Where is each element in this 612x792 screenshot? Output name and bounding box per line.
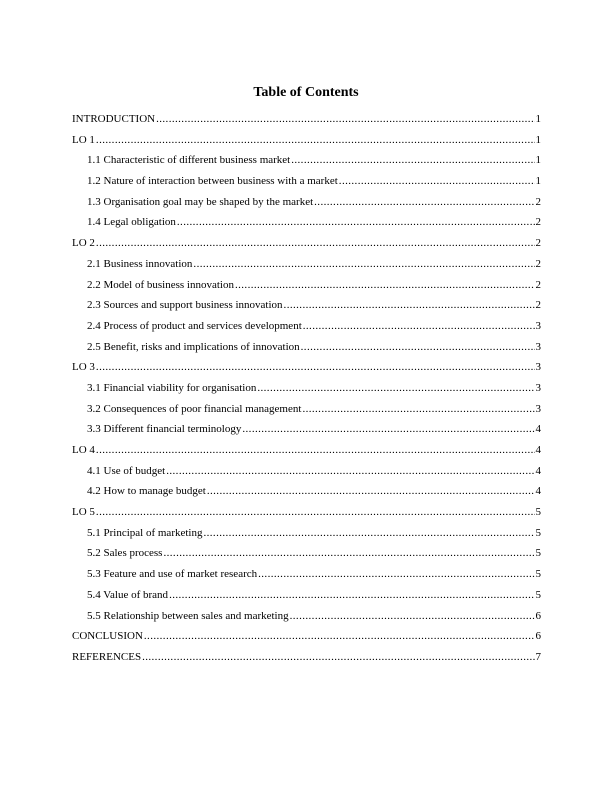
- toc-entry[interactable]: [72, 298, 541, 319]
- toc-dot-leader: [235, 278, 535, 292]
- toc-entry-label: 5.5 Relationship between sales and marketing: [87, 609, 289, 622]
- toc-dot-leader: [96, 236, 535, 250]
- toc-dot-leader: [193, 257, 534, 271]
- toc-dot-leader: [301, 340, 535, 354]
- toc-dot-leader: [163, 546, 534, 560]
- toc-entry-label: CONCLUSION: [72, 630, 143, 643]
- toc-dot-leader: [207, 484, 535, 498]
- toc-entry-label: 5.4 Value of brand: [87, 588, 169, 601]
- toc-entry[interactable]: [72, 112, 541, 133]
- toc-entry-label: 5.3 Feature and use of market research: [87, 568, 258, 581]
- toc-dot-leader: [314, 195, 534, 209]
- toc-entry-page-number: 3: [535, 361, 541, 374]
- toc-entry[interactable]: [72, 340, 541, 361]
- toc-entry-label: 2.2 Model of business innovation: [87, 278, 234, 291]
- toc-entry-page-number: 2: [535, 216, 541, 229]
- toc-entry-label: REFERENCES: [72, 650, 142, 663]
- toc-entry-label: 1.3 Organisation goal may be shaped by the market: [87, 195, 314, 208]
- toc-entry[interactable]: [72, 381, 541, 402]
- toc-dot-leader: [177, 215, 535, 229]
- toc-entry[interactable]: [72, 360, 541, 381]
- toc-entry[interactable]: [72, 464, 541, 485]
- toc-dot-leader: [291, 153, 534, 167]
- toc-entry-page-number: 1: [535, 133, 541, 146]
- toc-entry[interactable]: [72, 174, 541, 195]
- toc-dot-leader: [169, 588, 534, 602]
- toc-entry-page-number: 6: [535, 609, 541, 622]
- toc-entry-page-number: 2: [535, 278, 541, 291]
- toc-entry-page-number: 4: [535, 423, 541, 436]
- toc-entry-page-number: 4: [535, 444, 541, 456]
- toc-entry[interactable]: [72, 278, 541, 299]
- toc-entry-page-number: 3: [535, 402, 541, 415]
- toc-entry-label: 1.4 Legal obligation: [87, 216, 176, 229]
- toc-entry-page-number: 5: [535, 588, 541, 601]
- toc-entry-label: 5.1 Principal of marketing: [87, 526, 203, 539]
- toc-dot-leader: [96, 443, 535, 457]
- toc-entry[interactable]: [72, 505, 541, 526]
- toc-dot-leader: [166, 464, 534, 478]
- toc-entry-label: 3.3 Different financial terminology: [87, 423, 242, 436]
- toc-dot-leader: [203, 526, 534, 540]
- toc-entry-page-number: 1: [535, 113, 541, 125]
- toc-entry-label: 3.1 Financial viability for organisation: [87, 381, 257, 394]
- toc-entry[interactable]: [72, 588, 541, 609]
- toc-entry[interactable]: [72, 319, 541, 340]
- toc-entry-label: 2.4 Process of product and services development: [87, 319, 302, 332]
- toc-entry-page-number: 5: [535, 568, 541, 581]
- toc-dot-leader: [96, 505, 535, 519]
- toc-entry[interactable]: [72, 443, 541, 464]
- toc-title: Table of Contents: [253, 85, 359, 100]
- toc-entry-page-number: 5: [535, 526, 541, 539]
- toc-entry[interactable]: [72, 215, 541, 236]
- toc-entry-label: LO 1: [72, 133, 95, 146]
- toc-entry[interactable]: [72, 402, 541, 423]
- toc-entry-label: 2.5 Benefit, risks and implications of innovation: [87, 340, 300, 353]
- toc-entry-page-number: 4: [535, 464, 541, 477]
- toc-dot-leader: [302, 402, 534, 416]
- toc-entry[interactable]: [72, 484, 541, 505]
- toc-entry[interactable]: [72, 650, 541, 671]
- toc-dot-leader: [142, 650, 534, 664]
- toc-entry[interactable]: [72, 629, 541, 650]
- toc-entry-label: 2.3 Sources and support business innovation: [87, 299, 283, 312]
- toc-dot-leader: [290, 609, 535, 623]
- toc-dot-leader: [96, 360, 535, 374]
- toc-entry-label: LO 4: [72, 444, 95, 456]
- toc-entry-page-number: 2: [535, 195, 541, 208]
- toc-entry-page-number: 5: [535, 506, 541, 519]
- toc-entry-label: LO 2: [72, 237, 95, 250]
- toc-entry-page-number: 3: [535, 381, 541, 394]
- toc-dot-leader: [96, 133, 535, 147]
- toc-list: [72, 112, 541, 671]
- toc-entry-label: INTRODUCTION: [72, 113, 156, 125]
- toc-entry[interactable]: [72, 257, 541, 278]
- toc-entry-label: 3.2 Consequences of poor financial management: [87, 402, 302, 415]
- toc-entry-page-number: 2: [535, 237, 541, 250]
- toc-entry-label: 4.2 How to manage budget: [87, 485, 206, 498]
- toc-entry-page-number: 3: [535, 340, 541, 353]
- toc-entry-label: 1.1 Characteristic of different business market: [87, 154, 291, 167]
- toc-dot-leader: [144, 629, 535, 643]
- toc-entry-label: 2.1 Business innovation: [87, 257, 193, 270]
- toc-entry-page-number: 5: [535, 547, 541, 560]
- toc-dot-leader: [257, 381, 534, 395]
- toc-entry[interactable]: [72, 153, 541, 174]
- toc-entry-label: 5.2 Sales process: [87, 547, 163, 560]
- toc-entry-page-number: 3: [535, 319, 541, 332]
- toc-entry-page-number: 1: [535, 154, 541, 167]
- toc-dot-leader: [258, 567, 534, 581]
- toc-entry[interactable]: [72, 526, 541, 547]
- toc-entry-page-number: 2: [535, 257, 541, 270]
- toc-entry[interactable]: [72, 567, 541, 588]
- toc-entry-label: LO 5: [72, 506, 95, 519]
- toc-dot-leader: [284, 298, 535, 312]
- toc-entry[interactable]: [72, 195, 541, 216]
- toc-dot-leader: [156, 112, 534, 126]
- toc-entry-page-number: 7: [535, 650, 541, 663]
- toc-entry-label: 1.2 Nature of interaction between business with a market: [87, 175, 338, 188]
- toc-dot-leader: [242, 422, 534, 436]
- toc-entry-page-number: 4: [535, 485, 541, 498]
- toc-entry[interactable]: [72, 609, 541, 630]
- toc-entry-page-number: 1: [535, 175, 541, 188]
- toc-dot-leader: [303, 319, 535, 333]
- toc-entry-label: 4.1 Use of budget: [87, 464, 166, 477]
- toc-entry-page-number: 6: [535, 630, 541, 643]
- toc-entry[interactable]: [72, 133, 541, 154]
- toc-entry[interactable]: [72, 236, 541, 257]
- toc-entry-label: LO 3: [72, 361, 95, 374]
- toc-entry[interactable]: [72, 422, 541, 443]
- toc-dot-leader: [339, 174, 535, 188]
- toc-entry-page-number: 2: [535, 299, 541, 312]
- toc-entry[interactable]: [72, 546, 541, 567]
